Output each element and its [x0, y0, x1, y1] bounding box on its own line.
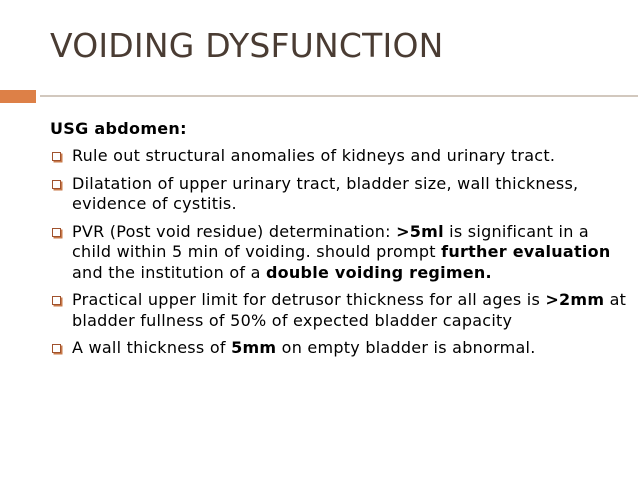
bullet-item	[50, 146, 630, 167]
bullet-text: at bladder fullness of 50% of expected bladder capacity	[72, 290, 627, 330]
bullet-emphasis: further evaluation	[441, 242, 611, 261]
bullet-item	[50, 290, 630, 331]
bullet-emphasis: 5mm	[231, 338, 277, 357]
square-bullet-icon	[52, 228, 61, 237]
bullet-item	[50, 222, 630, 284]
bullet-text: on empty bladder is abnormal.	[276, 338, 536, 357]
bullet-emphasis: double voiding regimen.	[265, 262, 492, 282]
bullet-text: A wall thickness of	[72, 338, 232, 357]
bullet-emphasis: >2mm	[545, 290, 605, 309]
bullet-item	[50, 338, 630, 359]
bullet-emphasis: >5ml	[396, 221, 444, 241]
bullet-text: Practical upper limit for detrusor thickness for all ages is	[72, 290, 546, 309]
slide-body	[50, 119, 630, 366]
bullet-text: Rule out structural anomalies of kidneys and urinary tract.	[72, 146, 556, 165]
bullet-list	[50, 146, 630, 359]
square-bullet-icon	[52, 152, 61, 161]
slide-title: VOIDING DYSFUNCTION	[50, 26, 444, 65]
square-bullet-icon	[52, 296, 61, 305]
bullet-text: Dilatation of upper urinary tract, bladder size, wall thickness, evidence of cystitis.	[72, 173, 579, 213]
square-bullet-icon	[52, 344, 61, 353]
bullet-text: is significant in a child within 5 min of voiding. should prompt	[72, 221, 589, 261]
square-bullet-icon	[52, 180, 61, 189]
section-heading: USG abdomen:	[50, 119, 187, 138]
bullet-text: PVR (Post void residue) determination:	[72, 221, 397, 241]
bullet-item	[50, 174, 630, 215]
title-accent-block	[0, 90, 36, 103]
bullet-text: and the institution of a	[72, 262, 266, 282]
title-divider-line	[40, 95, 638, 97]
